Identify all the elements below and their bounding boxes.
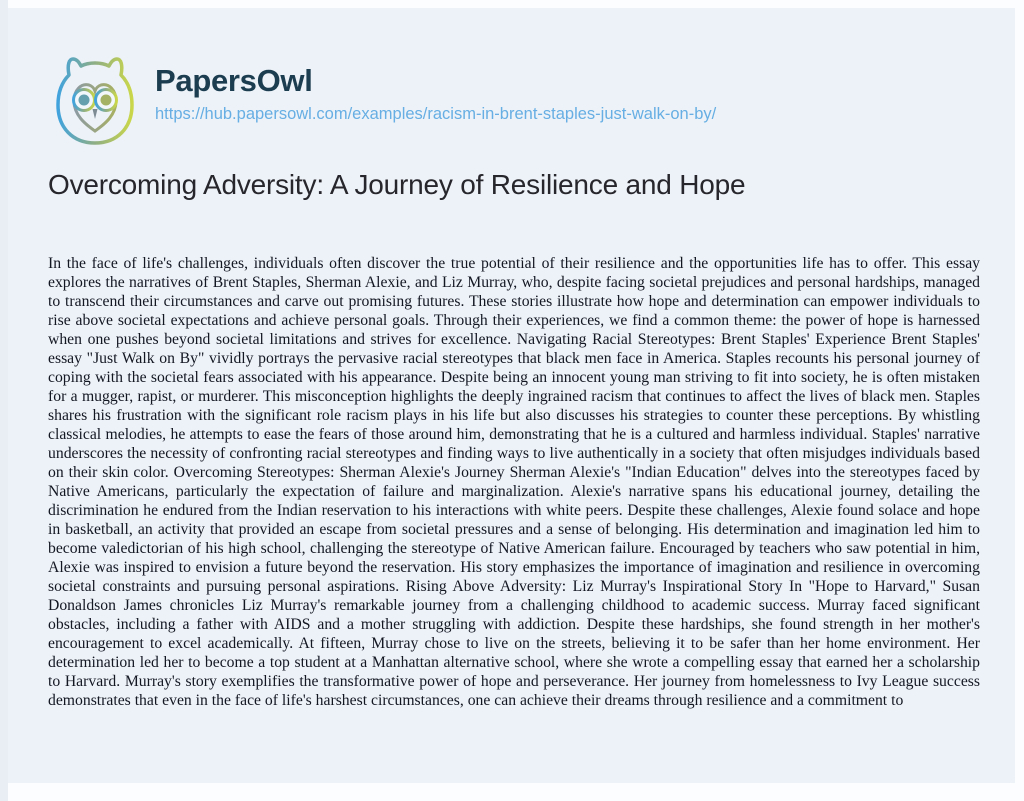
brand-wordmark: PapersOwl (155, 63, 313, 98)
article-title: Overcoming Adversity: A Journey of Resilience and Hope (48, 169, 746, 200)
page-left-edge (0, 0, 8, 801)
owl-logo-icon (45, 50, 145, 152)
article-body: In the face of life's challenges, individuals often discover the true potential of their resilience and the opportunities life has to offer. This essay explores the narratives of Brent Staples, Sherman Alexie, and Liz Murray, who, despite facing societal prejudices and personal hardships, managed to transcend their circumstances and carve out promising futures. These stories illustrate how hope and determination can empower individuals to rise above societal expectations and achieve personal goals. Through their experiences, we find a common theme: the power of hope is harnessed when one pushes beyond societal limitations and strives for excellence. Navigating Racial Stereotypes: Brent Staples' Experience Brent Staples' essay "Just Walk on By" vividly portrays the pervasive racial stereotypes that black men face in America. Staples recounts his personal journey of coping with the societal fears associated with his appearance. Despite being an innocent young man striving to fit into society, he is often mistaken for a mugger, rapist, or murderer. This misconception highlights the deeply ingrained racism that continues to affect the lives of black men. Staples shares his frustration with the significant role racism plays in his life but also discusses his strategies to counter these perceptions. By whistling classical melodies, he attempts to ease the fears of those around him, demonstrating that he is a cultured and harmless individual. Staples' narrative underscores the necessity of confronting racial stereotypes and finding ways to live authentically in a society that often misjudges individuals based on their skin color. Overcoming Stereotypes: Sherman Alexie's Journey Sherman Alexie's "Indian Education" delves into the stereotypes faced by Native Americans, particularly the expectation of failure and marginalization. Alexie's narrative spans his educational journey, detailing the discrimination he endured from the Indian reservation to his interactions with white peers. Despite these challenges, Alexie found solace and hope in basketball, an activity that provided an escape from societal pressures and a sense of belonging. His determination and imagination led him to become valedictorian of his high school, challenging the stereotype of Native American failure. Encouraged by teachers who saw potential in him, Alexie was inspired to envision a future beyond the reservation. His story emphasizes the importance of imagination and resilience in overcoming societal constraints and pursuing personal aspirations. Rising Above Adversity: Liz Murray's Inspirational Story In "Hope to Harvard," Susan Donaldson James chronicles Liz Murray's remarkable journey from a challenging childhood to academic success. Murray faced significant obstacles, including a father with AIDS and a mother struggling with addiction. Despite these hardships, she found strength in her mother's encouragement to excel academically. At fifteen, Murray chose to live on the streets, believing it to be safer than her home environment. Her determination led her to become a top student at a Manhattan alternative school, where she wrote a compelling essay that earned her a scholarship to Harvard. Murray's story exemplifies the transformative power of hope and perseverance. Her journey from homelessness to Ivy League success demonstrates that even in the face of life's harshest circumstances, one can achieve their dreams through resilience and a commitment to (48, 255, 980, 709)
papersowl-logo[interactable] (45, 50, 145, 152)
source-url-link[interactable]: https://hub.papersowl.com/examples/racism-in-brent-staples-just-walk-on-by/ (155, 105, 717, 123)
document-card (8, 8, 1015, 783)
